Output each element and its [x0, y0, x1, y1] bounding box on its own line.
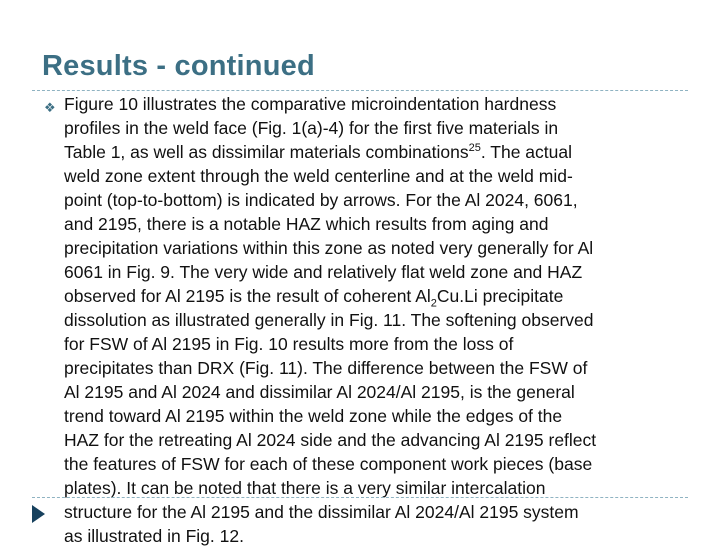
- citation-superscript: 25: [468, 142, 481, 155]
- text-line: and 2195, there is a notable HAZ which results from aging and: [64, 214, 549, 234]
- text-line: Al 2195 and Al 2024 and dissimilar Al 2024/Al 2195, is the general: [64, 382, 575, 402]
- body-paragraph: [64, 92, 694, 548]
- text-line: 6061 in Fig. 9. The very wide and relatively flat weld zone and HAZ: [64, 262, 583, 282]
- text-segment: Cu.Li precipitate: [436, 286, 564, 306]
- text-line: precipitates than DRX (Fig. 11). The difference between the FSW of: [64, 358, 588, 378]
- text-line: HAZ for the retreating Al 2024 side and the advancing Al 2195 reflect: [64, 430, 597, 450]
- bullet-icon: ❖: [44, 100, 56, 115]
- slide-title: Results - continued: [42, 50, 315, 82]
- text-line: point (top-to-bottom) is indicated by arrows. For the Al 2024, 6061,: [64, 190, 578, 210]
- text-line: as illustrated in Fig. 12.: [64, 526, 244, 546]
- text-line: for FSW of Al 2195 in Fig. 10 results more from the loss of: [64, 334, 514, 354]
- text-segment: . The actual: [480, 142, 572, 162]
- footer-divider: [32, 497, 688, 498]
- text-line: plates). It can be noted that there is a very similar intercalation: [64, 478, 546, 498]
- title-divider: [32, 90, 688, 91]
- text-line: weld zone extent through the weld centerline and at the weld mid-: [64, 166, 573, 186]
- text-line: precipitation variations within this zone as noted very generally for Al: [64, 238, 594, 258]
- text-line: dissolution as illustrated generally in Fig. 11. The softening observed: [64, 310, 594, 330]
- text-line: [64, 140, 694, 164]
- chemical-subscript: 2: [430, 297, 437, 310]
- text-line: profiles in the weld face (Fig. 1(a)-4) for the first five materials in: [64, 118, 559, 138]
- text-line: Figure 10 illustrates the comparative microindentation hardness: [64, 94, 557, 114]
- text-line: [64, 284, 694, 308]
- text-line: trend toward Al 2195 within the weld zone while the edges of the: [64, 406, 563, 426]
- text-segment: observed for Al 2195 is the result of coherent Al: [64, 286, 431, 306]
- text-line: the features of FSW for each of these component work pieces (base: [64, 454, 593, 474]
- text-segment: Table 1, as well as dissimilar materials combinations: [64, 142, 469, 162]
- play-arrow-icon[interactable]: [32, 505, 45, 523]
- text-line: structure for the Al 2195 and the dissimilar Al 2024/Al 2195 system: [64, 502, 579, 522]
